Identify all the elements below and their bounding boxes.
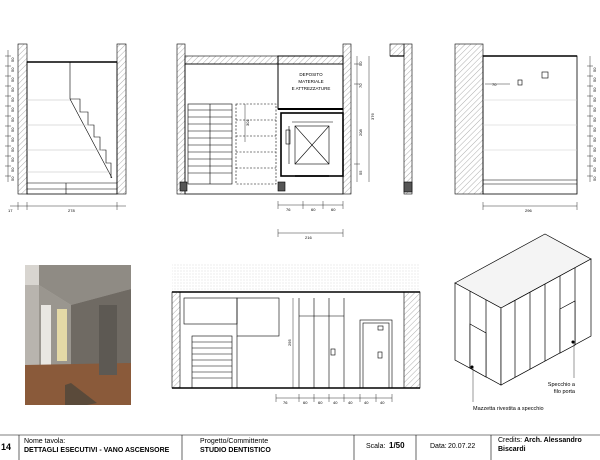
dim-label: 70 [492,82,497,87]
sheet-name-value: DETTAGLI ESECUTIVI - VANO ASCENSORE [24,447,170,454]
mirror-base-note: Mazzetta rivestita a specchio [473,406,544,412]
dim-label: 50 [10,127,15,132]
dim-label: 50 [10,97,15,102]
dim-label: 50 [592,87,597,92]
scale-value: 1/50 [389,441,405,450]
dim-label: 301 [245,119,250,126]
dim-label: 208 [358,129,363,136]
dim-label: 17 [8,208,13,213]
section-labels [283,339,385,405]
dim-label: 50 [592,176,597,181]
dim-label: 50 [10,137,15,142]
plan-right-labels [492,67,597,213]
axonometric-drawing [455,234,591,402]
dim-label: 40 [380,400,385,405]
dim-label: 40 [364,400,369,405]
dim-label: 50 [592,127,597,132]
dim-label: 40 [333,400,338,405]
dim-label: 50 [10,147,15,152]
date-label: Data: [430,443,447,450]
dim-label: 55 [358,170,363,175]
dim-label: 50 [10,167,15,172]
mirror-note-line1: Specchio a [547,382,575,388]
dim-label: 50 [10,157,15,162]
dim-label: 295 [287,339,292,346]
credits-author-line2: Biscardi [498,446,526,453]
dim-label: 50 [592,137,597,142]
dim-label: 60 [303,400,308,405]
plan-right-drawing [455,44,590,210]
dim-label: 50 [592,157,597,162]
dim-label: 50 [10,67,15,72]
dim-label: 50 [592,167,597,172]
dim-label: 296 [525,208,532,213]
axonometric-labels [473,382,576,412]
dim-label: 70 [358,83,363,88]
dim-label: 50 [592,107,597,112]
dim-label: 50 [592,67,597,72]
dim-label: 40 [348,400,353,405]
dim-label: 278 [68,208,75,213]
plan-left-drawing [8,44,126,210]
section-drawing [172,264,420,402]
scale-label: Scala: [366,443,386,450]
dim-label: 50 [10,117,15,122]
storage-room-label-line1: DEPOSITO [299,72,323,77]
dim-label: 50 [592,77,597,82]
storage-room-label-line3: E ATTREZZATURE [291,86,331,91]
sheet-name-label: Nome tavola: [24,438,66,445]
dim-label: 216 [305,235,312,240]
sheet-number: 14 [1,442,12,452]
mirror-note-line2: filo porta [553,389,575,395]
dim-label: 50 [10,87,15,92]
dim-label: 60 [311,207,316,212]
credits-label [498,437,582,445]
dim-label: 76 [283,400,288,405]
dim-label: 50 [10,107,15,112]
dim-label: 50 [592,117,597,122]
project-value: STUDIO DENTISTICO [200,447,271,454]
dim-label: 376 [370,113,375,120]
project-label: Progetto/Committente [200,438,269,445]
wall-detail-drawing [390,44,412,194]
dim-label: 50 [592,147,597,152]
dim-label: 60 [331,207,336,212]
dim-label: 60 [318,400,323,405]
credits-label-text: Credits: [498,437,523,444]
plan-mid-labels [245,61,375,240]
dim-label: 50 [358,61,363,66]
storage-room-label-line2: MATERIALE [298,79,324,84]
interior-photo [25,265,131,405]
dim-label: 50 [592,97,597,102]
date-value: 20.07.22 [448,443,476,450]
credits-author-line1: Arch. Alessandro [524,437,582,444]
dim-label: 50 [10,57,15,62]
dim-label: 50 [10,77,15,82]
dim-label: 76 [286,207,291,212]
plan-mid-drawing [177,44,369,237]
dim-label: 50 [10,176,15,181]
